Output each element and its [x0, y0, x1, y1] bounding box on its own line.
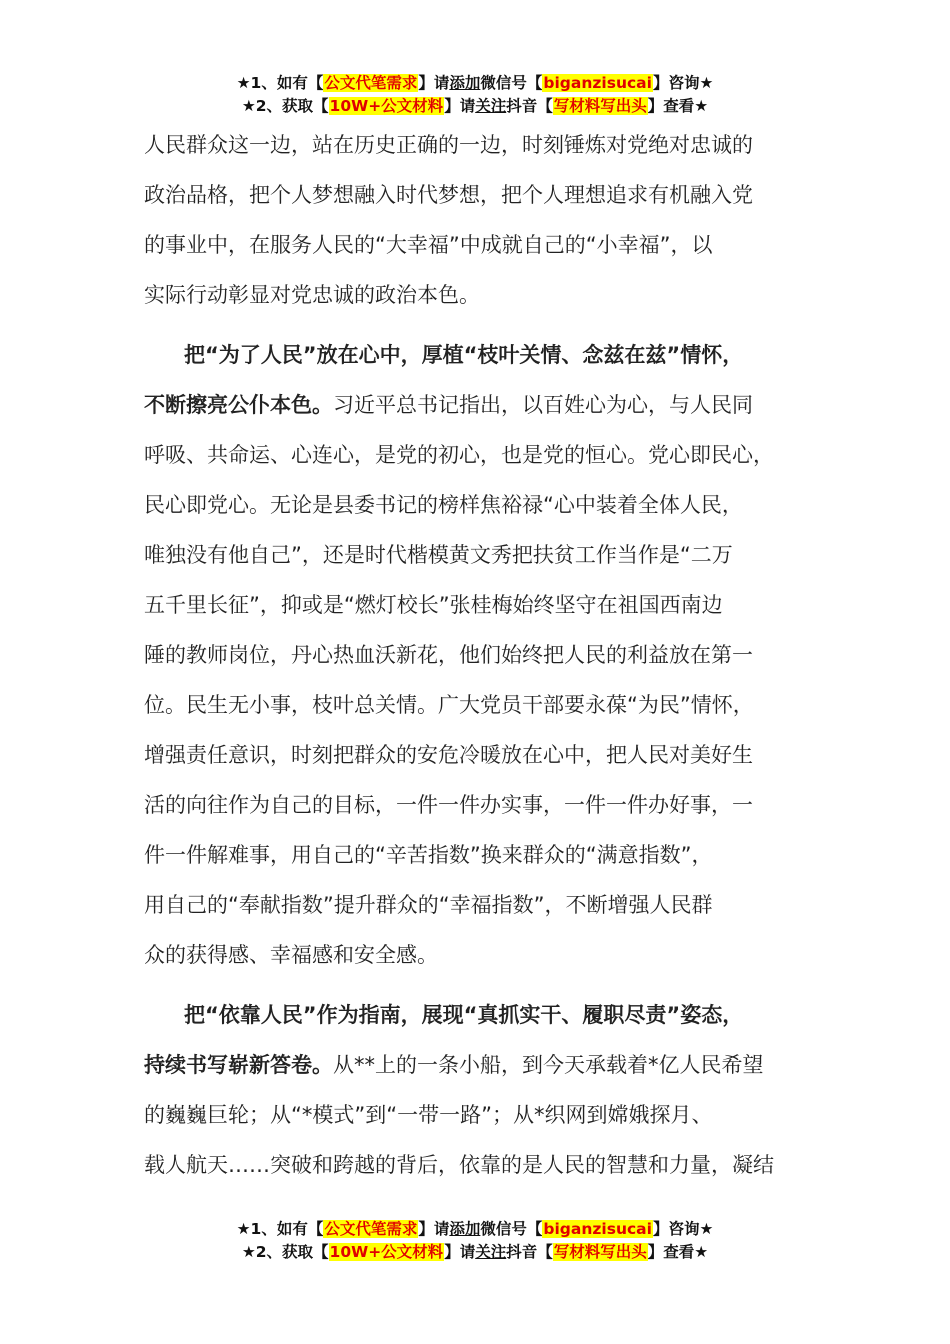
ad-line-2: ★2、获取【10W+公文材料】请关注抖音【写材料写出头】查看★ — [241, 1243, 709, 1261]
text-line: 持续书写崭新答卷。从**上的一条小船，到今天承载着*亿人民希望 — [144, 1053, 764, 1077]
wechat-id: biganzisucai — [543, 74, 652, 92]
text-line: 活的向往作为自己的目标，一件一件办实事，一件一件办好事，一 — [144, 793, 753, 817]
text-line: 不断擦亮公仆本色。习近平总书记指出，以百姓心为心，与人民同 — [144, 393, 753, 417]
text-line: 用自己的“奉献指数”提升群众的“幸福指数”，不断增强人民群 — [144, 893, 713, 917]
text-line: 民心即党心。无论是县委书记的榜样焦裕禄“心中装着全体人民， — [144, 493, 743, 517]
ad-line-2: ★2、获取【10W+公文材料】请关注抖音【写材料写出头】查看★ — [241, 97, 709, 115]
text-line: 陲的教师岗位，丹心热血沃新花，他们始终把人民的利益放在第一 — [144, 643, 753, 667]
text-line: 增强责任意识，时刻把群众的安危冷暖放在心中，把人民对美好生 — [144, 743, 753, 767]
paragraph-continuation — [144, 120, 834, 320]
ad-highlight: 10W+公文材料 — [329, 1243, 444, 1261]
section-heading-end: 不断擦亮公仆本色。 — [144, 393, 333, 417]
paragraph-serve-people — [144, 330, 834, 980]
section-heading-end: 持续书写崭新答卷。 — [144, 1053, 333, 1077]
text-line: 载人航天……突破和跨越的背后，依靠的是人民的智慧和力量，凝结 — [144, 1153, 774, 1177]
text-line: 政治品格，把个人梦想融入时代梦想，把个人理想追求有机融入党 — [144, 183, 753, 207]
section-heading: 把“依靠人民”作为指南，展现“真抓实干、履职尽责”姿态， — [184, 1003, 744, 1027]
section-heading: 把“为了人民”放在心中，厚植“枝叶关情、念兹在兹”情怀， — [184, 343, 744, 367]
header-ad-banner — [0, 72, 950, 118]
footer-ad-banner — [0, 1218, 950, 1264]
text-line: 人民群众这一边，站在历史正确的一边，时刻锤炼对党绝对忠诚的 — [144, 133, 753, 157]
douyin-account: 写材料写出头 — [553, 1243, 647, 1261]
text-line: 众的获得感、幸福感和安全感。 — [144, 943, 438, 967]
wechat-id: biganzisucai — [543, 1220, 652, 1238]
text-line: 件一件解难事，用自己的“辛苦指数”换来群众的“满意指数”， — [144, 843, 713, 867]
ad-line-1: ★1、如有【公文代笔需求】请添加微信号【biganzisucai】咨询★ — [236, 1220, 714, 1238]
text-line: 的事业中，在服务人民的“大幸福”中成就自己的“小幸福”，以 — [144, 233, 713, 257]
ad-highlight: 公文代笔需求 — [324, 74, 418, 92]
paragraph-rely-on-people — [144, 990, 834, 1190]
ad-line-1: ★1、如有【公文代笔需求】请添加微信号【biganzisucai】咨询★ — [236, 74, 714, 92]
text-line: 五千里长征”，抑或是“燃灯校长”张桂梅始终坚守在祖国西南边 — [144, 593, 723, 617]
ad-highlight: 10W+公文材料 — [329, 97, 444, 115]
text-line: 实际行动彰显对党忠诚的政治本色。 — [144, 283, 480, 307]
text-line: 位。民生无小事，枝叶总关情。广大党员干部要永葆“为民”情怀， — [144, 693, 754, 717]
text-line: 呼吸、共命运、心连心，是党的初心，也是党的恒心。党心即民心， — [144, 443, 774, 467]
ad-highlight: 公文代笔需求 — [324, 1220, 418, 1238]
text-line: 的巍巍巨轮；从“*模式”到“一带一路”；从*织网到嫦娥探月、 — [144, 1103, 713, 1127]
text-line: 唯独没有他自己”，还是时代楷模黄文秀把扶贫工作当作是“二万 — [144, 543, 733, 567]
douyin-account: 写材料写出头 — [553, 97, 647, 115]
